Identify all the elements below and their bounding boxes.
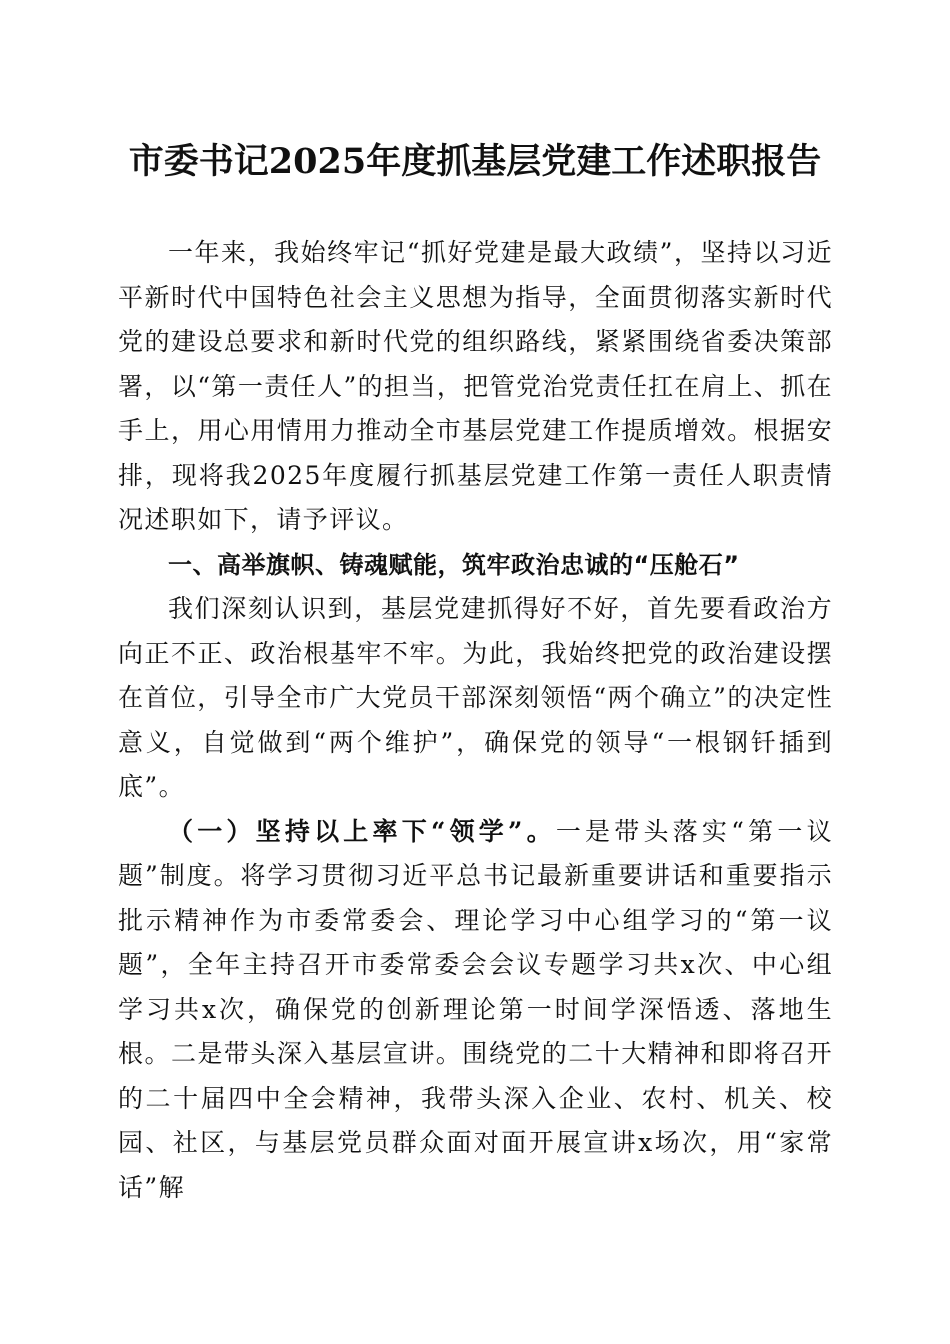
subsection-1-text: 一是带头落实“第一议题”制度。将学习贯彻习近平总书记最新重要讲话和重要指示批示精神作为市委常委会、理论学习中心组学习的“第一议题”，全年主持召开市委常委会会议专题学习共x次、中心组学习共x次，确保党的创新理论第一时间学深悟透、落地生根。二是带头深入基层宣讲。围绕党的二十大精神和即将召开的二十届四中全会精神，我带头深入企业、农村、机关、校园、社区，与基层党员群众面对面开展宣讲x场次，用“家常话”解 — [118, 816, 833, 1202]
intro-paragraph: 一年来，我始终牢记“抓好党建是最大政绩”，坚持以习近平新时代中国特色社会主义思想为指导，全面贯彻落实新时代党的建设总要求和新时代党的组织路线，紧紧围绕省委决策部署，以“第一责任人”的担当，把管党治党责任扛在肩上、抓在手上，用心用情用力推动全市基层党建工作提质增效。根据安排，现将我2025年度履行抓基层党建工作第一责任人职责情况述职如下，请予评议。 — [118, 238, 833, 534]
subsection-1-paragraph — [118, 810, 833, 1211]
document-body — [118, 231, 833, 1210]
section-heading-1: 一、高举旗帜、铸魂赋能，筑牢政治忠诚的“压舱石” — [168, 550, 740, 579]
subsection-1-lead: （一）坚持以上率下“领学”。 — [168, 816, 556, 846]
section-1-paragraph: 我们深刻认识到，基层党建抓得好不好，首先要看政治方向正不正、政治根基牢不牢。为此，我始终把党的政治建设摆在首位，引导全市广大党员干部深刻领悟“两个确立”的决定性意义，自觉做到“两个维护”，确保党的领导“一根钢钎插到底”。 — [118, 594, 833, 801]
document-title: 市委书记2025年度抓基层党建工作述职报告 — [128, 141, 822, 182]
